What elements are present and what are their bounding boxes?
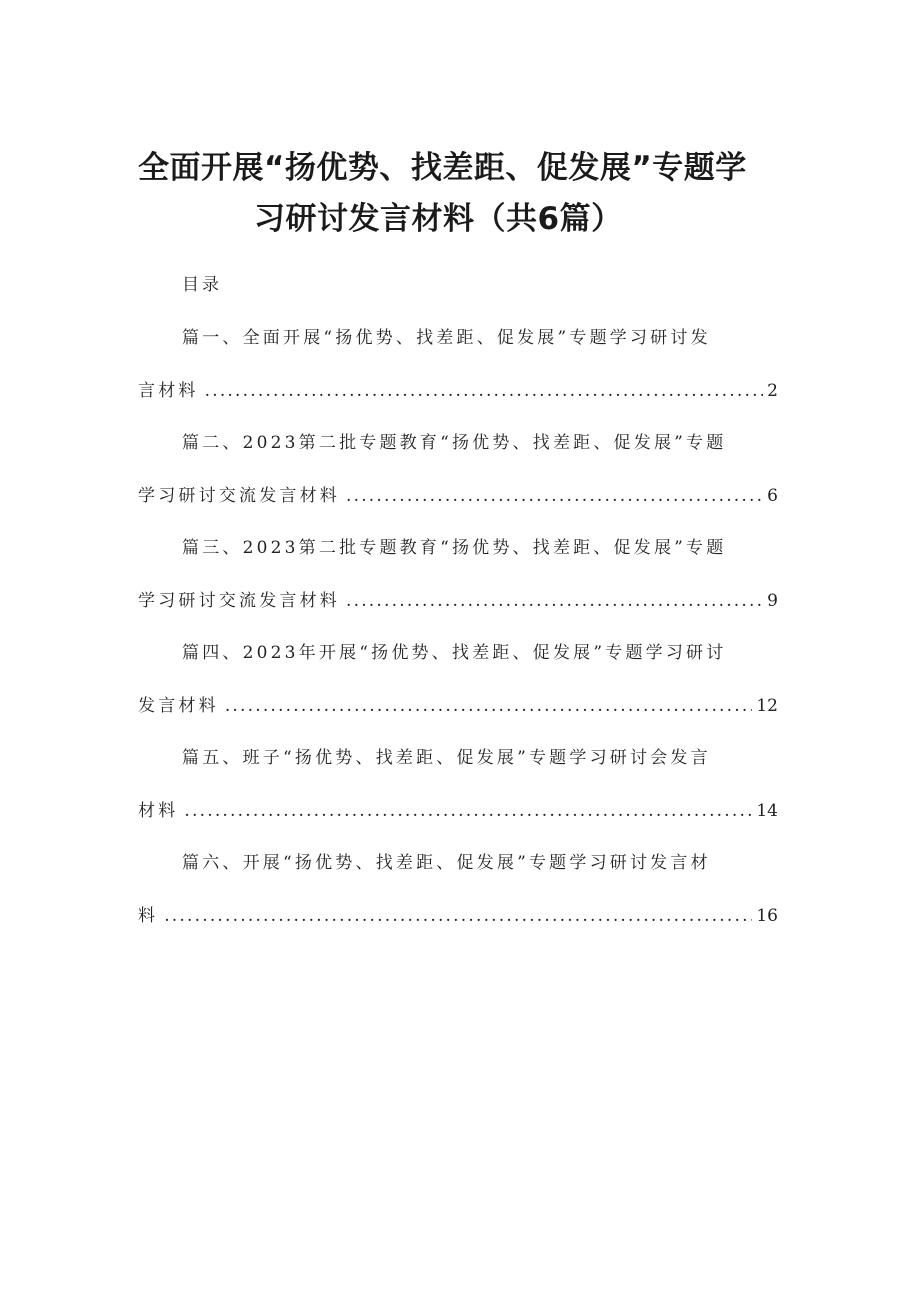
toc-entry-continuation	[138, 481, 778, 506]
toc-entry-title: 篇三、2023第二批专题教育“扬优势、找差距、促发展”专题	[182, 538, 727, 558]
toc-page-number: 6	[767, 486, 778, 506]
toc-entry-title: 篇二、2023第二批专题教育“扬优势、找差距、促发展”专题	[182, 433, 727, 453]
toc-entry-continuation	[138, 586, 778, 611]
dot-leader	[184, 801, 752, 821]
toc-page-number: 16	[756, 906, 778, 926]
toc-page-number: 2	[767, 381, 778, 401]
toc-page-number: 14	[756, 801, 778, 821]
toc-entry-title-continued: 学习研讨交流发言材料	[138, 591, 340, 611]
toc-entry-title-continued: 材料	[138, 801, 179, 821]
toc-entry-title-continued: 言材料	[138, 381, 199, 401]
document-title-line-1: 全面开展“扬优势、找差距、促发展”专题学	[138, 150, 747, 186]
toc-entry-continuation	[138, 376, 778, 401]
dot-leader	[225, 696, 753, 716]
toc-page-number: 9	[767, 591, 778, 611]
toc-entry-continuation	[138, 901, 778, 926]
toc-page-number: 12	[756, 696, 778, 716]
dot-leader	[205, 381, 764, 401]
dot-leader	[346, 591, 763, 611]
toc-entry-title: 篇五、班子“扬优势、找差距、促发展”专题学习研讨会发言	[182, 748, 711, 768]
document-title-line-2: 习研讨发言材料（共6篇）	[254, 201, 623, 237]
toc-entry-title-continued: 发言材料	[138, 696, 219, 716]
toc-entry-continuation	[138, 796, 778, 821]
toc-entry-continuation	[138, 691, 778, 716]
toc-entry-title: 篇一、全面开展“扬优势、找差距、促发展”专题学习研讨发	[182, 328, 711, 348]
toc-entry-title: 篇六、开展“扬优势、找差距、促发展”专题学习研讨发言材	[182, 853, 711, 873]
toc-entry-title: 篇四、2023年开展“扬优势、找差距、促发展”专题学习研讨	[182, 643, 727, 663]
toc-heading: 目录	[182, 275, 222, 295]
toc-entry-title-continued: 学习研讨交流发言材料	[138, 486, 340, 506]
toc-entry-title-continued: 料	[138, 906, 159, 926]
dot-leader	[346, 486, 763, 506]
dot-leader	[164, 906, 752, 926]
